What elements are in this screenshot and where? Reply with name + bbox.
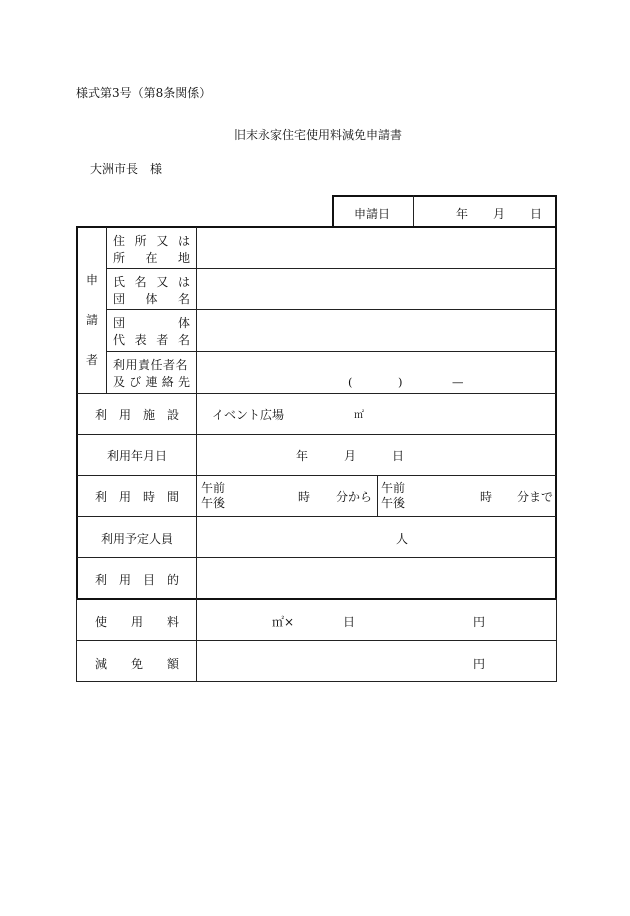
form-number: 様式第3号（第8条関係）: [76, 86, 212, 100]
contact-label: 利用責任者名 及 び 連 絡 先: [113, 358, 190, 389]
application-date-month: 月: [493, 207, 506, 221]
start-minute-from: 分から: [336, 490, 373, 504]
purpose-label: 利 用 目 的: [94, 573, 179, 587]
use-date-label: 利用年月日: [106, 449, 167, 463]
use-time-label: 利 用 時 間: [94, 490, 179, 504]
end-pm-option[interactable]: 午後: [381, 496, 406, 510]
end-minute-until: 分まで: [517, 490, 554, 504]
end-am-option[interactable]: 午前: [381, 481, 406, 495]
facility-label: 利 用 施 設: [94, 408, 179, 422]
start-pm-option[interactable]: 午後: [201, 496, 226, 510]
applicant-label-char: 申: [86, 273, 99, 287]
use-date-month: 月: [344, 449, 357, 463]
applicant-label-char: 請: [86, 313, 99, 327]
attendance-input[interactable]: [198, 518, 554, 556]
name-label: 氏 名 又 は 団 体 名: [113, 275, 190, 306]
address-input[interactable]: [198, 229, 554, 267]
representative-label: 団 体 代 表 者 名: [113, 316, 190, 347]
purpose-input[interactable]: [198, 559, 554, 597]
use-date-input[interactable]: [198, 436, 554, 474]
end-ampm: [381, 481, 405, 511]
facility-value: イベント広場: [212, 408, 285, 422]
phone-close-paren: ): [398, 375, 403, 389]
fee-yen: 円: [473, 615, 486, 629]
fee-days: 日: [343, 615, 356, 629]
start-hour: 時: [298, 490, 311, 504]
start-ampm: [201, 481, 225, 511]
fee-sqm-times: ㎡×: [272, 615, 295, 629]
applicant-group-label: [86, 260, 98, 380]
application-date-label: 申請日: [354, 207, 391, 221]
phone-dash: —: [452, 375, 464, 389]
representative-input[interactable]: [198, 311, 554, 349]
address-label: 住 所 又 は 所 在 地: [113, 234, 190, 265]
start-am-option[interactable]: 午前: [201, 481, 226, 495]
attendance-label: 利用予定人員: [100, 532, 173, 546]
use-date-year: 年: [296, 449, 309, 463]
application-date-day: 日: [530, 207, 543, 221]
form-title: 旧末永家住宅使用料減免申請書: [234, 128, 403, 142]
contact-input[interactable]: [198, 353, 554, 391]
name-input[interactable]: [198, 270, 554, 308]
addressee: 大洲市長 様: [90, 162, 163, 176]
application-date-year: 年: [456, 207, 469, 221]
end-hour: 時: [480, 490, 493, 504]
facility-unit: ㎡: [354, 410, 364, 421]
applicant-label-char: 者: [86, 353, 99, 367]
exemption-yen: 円: [473, 657, 486, 671]
fee-label: 使 用 料: [94, 615, 179, 629]
phone-open-paren: (: [348, 375, 353, 389]
exemption-label: 減 免 額: [94, 657, 179, 671]
use-date-day: 日: [392, 449, 405, 463]
attendance-unit: 人: [396, 532, 409, 546]
